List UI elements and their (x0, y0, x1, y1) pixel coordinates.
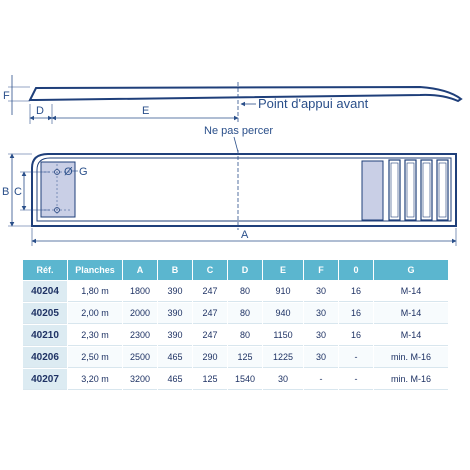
header-g: G (374, 260, 448, 280)
cell: 247 (193, 281, 227, 302)
header-d: D (228, 260, 262, 280)
label-a: A (241, 229, 249, 241)
cell: 16 (339, 281, 373, 302)
table-row (23, 281, 448, 302)
cell: 910 (263, 281, 303, 302)
label-f: F (3, 90, 10, 102)
cell: 247 (193, 325, 227, 346)
cell: 390 (158, 303, 192, 324)
cell: - (339, 347, 373, 368)
grip-panel (389, 160, 400, 220)
cell: 290 (193, 347, 227, 368)
cell: min. M-16 (374, 369, 448, 390)
label-d: D (36, 105, 44, 117)
table-row (23, 325, 448, 346)
header-ref: Réf. (23, 260, 67, 280)
cell: 2,50 m (68, 347, 122, 368)
header-planches: Planches (68, 260, 122, 280)
ne-pas-percer-leader (234, 137, 238, 152)
cell: 1,80 m (68, 281, 122, 302)
cell: 2,00 m (68, 303, 122, 324)
header-e: E (263, 260, 303, 280)
cell: M-14 (374, 303, 448, 324)
cell: 390 (158, 325, 192, 346)
header-0: 0 (339, 260, 373, 280)
grip-panel (405, 160, 416, 220)
label-g: G (79, 166, 88, 178)
cell-ref: 40204 (23, 281, 67, 302)
cell: 30 (304, 303, 338, 324)
cell: - (304, 369, 338, 390)
cell: 465 (158, 347, 192, 368)
table-row (23, 303, 448, 324)
cell: 80 (228, 325, 262, 346)
cell: 2500 (123, 347, 157, 368)
cell: 2300 (123, 325, 157, 346)
cell: 30 (304, 281, 338, 302)
cell: 1540 (228, 369, 262, 390)
grip-panel (421, 160, 432, 220)
cell: 2,30 m (68, 325, 122, 346)
cell: 125 (193, 369, 227, 390)
label-ne-pas-percer: Ne pas percer (204, 125, 274, 137)
table-row (23, 347, 448, 368)
grip-panel-large (362, 161, 383, 220)
cell: 247 (193, 303, 227, 324)
cell: 16 (339, 325, 373, 346)
cell: 390 (158, 281, 192, 302)
label-hole-diameter: Ø (64, 166, 73, 178)
header-f: F (304, 260, 338, 280)
cell: 16 (339, 303, 373, 324)
top-view (2, 150, 456, 246)
cell: - (339, 369, 373, 390)
table-header-row (23, 260, 448, 280)
cell: 30 (304, 325, 338, 346)
cell: 30 (304, 347, 338, 368)
cell: 80 (228, 303, 262, 324)
cell: 125 (228, 347, 262, 368)
board-side-profile (30, 87, 461, 101)
cell: 1225 (263, 347, 303, 368)
cell: 2000 (123, 303, 157, 324)
cell: 940 (263, 303, 303, 324)
cell: 1150 (263, 325, 303, 346)
cell: M-14 (374, 325, 448, 346)
cell: M-14 (374, 281, 448, 302)
cell: 3200 (123, 369, 157, 390)
cell: 1800 (123, 281, 157, 302)
label-point-appui: Point d'appui avant (258, 96, 369, 111)
header-c: C (193, 260, 227, 280)
cell: 465 (158, 369, 192, 390)
cell-ref: 40206 (23, 347, 67, 368)
cell-ref: 40210 (23, 325, 67, 346)
cell: min. M-16 (374, 347, 448, 368)
label-c: C (14, 186, 22, 198)
side-view (3, 75, 461, 124)
cell: 80 (228, 281, 262, 302)
header-a: A (123, 260, 157, 280)
grip-panel (437, 160, 448, 220)
spec-table (22, 259, 449, 391)
header-b: B (158, 260, 192, 280)
cell: 30 (263, 369, 303, 390)
cell-ref: 40205 (23, 303, 67, 324)
label-e: E (142, 105, 150, 117)
cell: 3,20 m (68, 369, 122, 390)
table-row (23, 369, 448, 390)
label-b: B (2, 186, 10, 198)
cell-ref: 40207 (23, 369, 67, 390)
